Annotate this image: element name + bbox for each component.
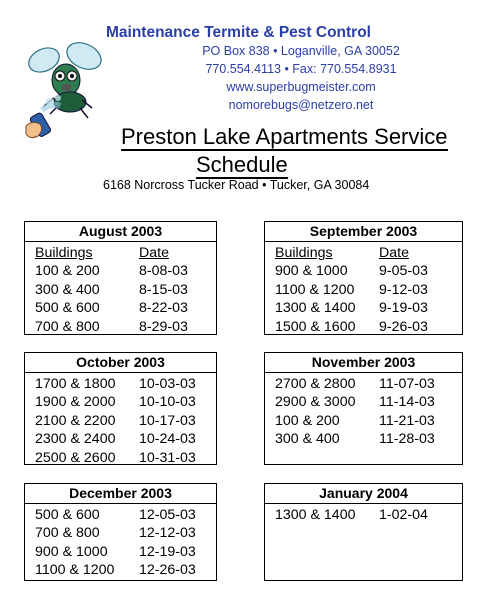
schedule-row xyxy=(275,393,462,411)
buildings-cell: 2700 & 2800 xyxy=(275,376,356,392)
bug-spray-icon xyxy=(22,40,110,145)
schedule-row xyxy=(35,506,216,524)
buildings-cell: 500 & 600 xyxy=(35,300,100,317)
schedule-row xyxy=(35,375,216,393)
month-rows xyxy=(25,504,216,580)
date-cell: 10-31-03 xyxy=(139,449,196,466)
page-title: Preston Lake Apartments Service xyxy=(121,124,448,149)
month-box xyxy=(24,352,217,465)
date-cell: 1-02-04 xyxy=(379,507,428,523)
buildings-cell: 1100 & 1200 xyxy=(275,281,355,298)
date-cell: 8-22-03 xyxy=(139,300,188,317)
month-rows xyxy=(25,242,216,336)
schedule-row xyxy=(35,393,216,411)
property-address: 6168 Norcross Tucker Road • Tucker, GA 30084 xyxy=(103,178,370,192)
buildings-cell: 100 & 200 xyxy=(275,412,340,429)
date-cell: 11-14-03 xyxy=(379,394,435,411)
buildings-cell: 2500 & 2600 xyxy=(35,449,116,466)
contact-block xyxy=(186,42,416,114)
date-cell: 12-05-03 xyxy=(139,507,196,523)
date-cell: 9-19-03 xyxy=(379,300,428,317)
contact-email: nomorebugs@netzero.net xyxy=(228,98,374,112)
schedule-row xyxy=(275,262,462,280)
schedule-row xyxy=(35,430,216,448)
schedule-row xyxy=(35,412,216,430)
buildings-header: Buildings xyxy=(275,245,333,261)
schedule-row xyxy=(35,262,216,280)
schedule-row xyxy=(35,281,216,299)
buildings-cell: 2300 & 2400 xyxy=(35,431,116,448)
buildings-cell: 900 & 1000 xyxy=(35,543,108,560)
month-box xyxy=(264,221,463,335)
schedule-row xyxy=(35,318,216,336)
buildings-cell: 1700 & 1800 xyxy=(35,376,116,392)
date-cell: 10-10-03 xyxy=(139,394,196,411)
column-header-row xyxy=(275,244,462,262)
month-title: September 2003 xyxy=(265,222,462,242)
page-title-line2: Schedule xyxy=(196,152,288,177)
date-cell: 9-05-03 xyxy=(379,263,428,280)
date-cell: 9-26-03 xyxy=(379,318,428,335)
month-title: August 2003 xyxy=(25,222,216,242)
month-box xyxy=(264,352,463,465)
buildings-cell: 1500 & 1600 xyxy=(275,318,356,335)
buildings-cell: 500 & 600 xyxy=(35,507,100,523)
month-title: January 2004 xyxy=(265,484,462,504)
contact-phone: 770.554.4113 • Fax: 770.554.8931 xyxy=(205,62,397,76)
contact-address: PO Box 838 • Loganville, GA 30052 xyxy=(202,44,400,58)
buildings-header: Buildings xyxy=(35,245,93,261)
date-cell: 8-15-03 xyxy=(139,281,188,298)
month-title: November 2003 xyxy=(265,353,462,373)
month-box xyxy=(24,221,217,335)
schedule-row xyxy=(35,561,216,579)
buildings-cell: 100 & 200 xyxy=(35,263,100,280)
date-header: Date xyxy=(139,245,169,261)
date-cell: 9-12-03 xyxy=(379,281,428,298)
date-header: Date xyxy=(379,245,409,261)
schedule-row xyxy=(275,430,462,448)
column-header-row xyxy=(35,244,216,262)
schedule-row xyxy=(275,318,462,336)
company-name: Maintenance Termite & Pest Control xyxy=(106,24,371,41)
date-cell: 10-03-03 xyxy=(139,376,196,392)
date-cell: 11-07-03 xyxy=(379,376,435,392)
schedule-row xyxy=(35,524,216,542)
schedule-row xyxy=(275,506,462,524)
schedule-row xyxy=(35,449,216,467)
buildings-cell: 1900 & 2000 xyxy=(35,394,116,411)
month-rows xyxy=(265,373,462,449)
month-box xyxy=(24,483,217,581)
contact-website: www.superbugmeister.com xyxy=(226,80,376,94)
date-cell: 12-19-03 xyxy=(139,543,196,560)
schedule-row xyxy=(275,375,462,393)
date-cell: 8-29-03 xyxy=(139,318,188,335)
buildings-cell: 900 & 1000 xyxy=(275,263,348,280)
month-rows xyxy=(265,242,462,336)
date-cell: 8-08-03 xyxy=(139,263,188,280)
schedule-row xyxy=(35,299,216,317)
schedule-row xyxy=(275,299,462,317)
date-cell: 10-17-03 xyxy=(139,412,196,429)
date-cell: 11-21-03 xyxy=(379,412,435,429)
schedule-row xyxy=(275,412,462,430)
buildings-cell: 1300 & 1400 xyxy=(275,300,356,317)
month-title: December 2003 xyxy=(25,484,216,504)
month-title: October 2003 xyxy=(25,353,216,373)
schedule-row xyxy=(35,543,216,561)
date-cell: 12-26-03 xyxy=(139,562,196,579)
month-rows xyxy=(265,504,462,524)
buildings-cell: 1300 & 1400 xyxy=(275,507,356,523)
date-cell: 12-12-03 xyxy=(139,525,196,542)
buildings-cell: 300 & 400 xyxy=(35,281,100,298)
buildings-cell: 300 & 400 xyxy=(275,431,340,448)
schedule-row xyxy=(275,281,462,299)
date-cell: 10-24-03 xyxy=(139,431,196,448)
buildings-cell: 700 & 800 xyxy=(35,525,100,542)
month-rows xyxy=(25,373,216,467)
month-box xyxy=(264,483,463,581)
buildings-cell: 700 & 800 xyxy=(35,318,100,335)
buildings-cell: 1100 & 1200 xyxy=(35,562,115,579)
date-cell: 11-28-03 xyxy=(379,431,435,448)
buildings-cell: 2100 & 2200 xyxy=(35,412,116,429)
buildings-cell: 2900 & 3000 xyxy=(275,394,356,411)
